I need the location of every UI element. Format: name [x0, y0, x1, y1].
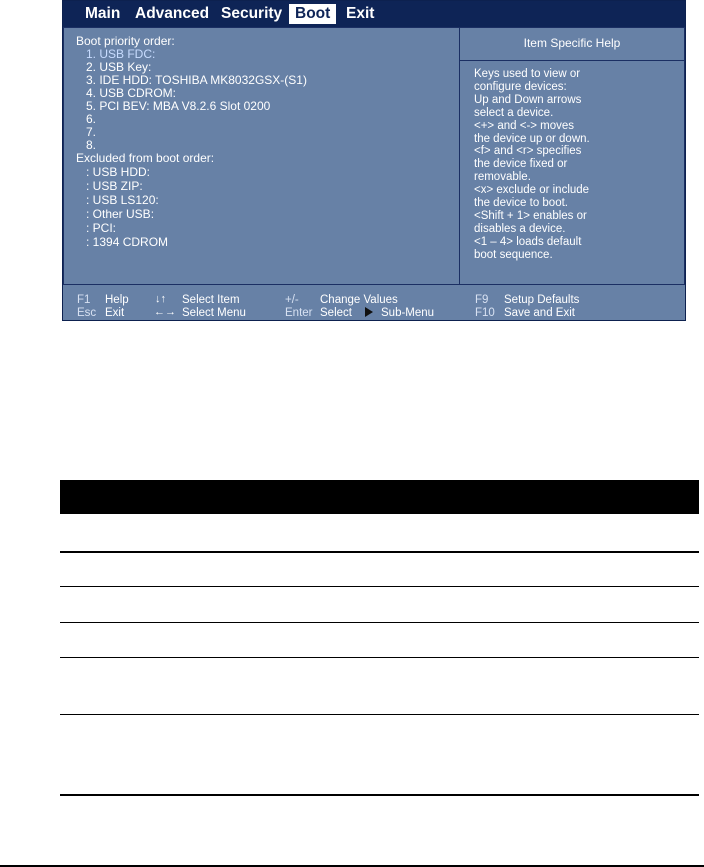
enter-select-label: Select	[320, 307, 352, 319]
submenu-triangle-icon	[361, 307, 377, 319]
menu-security[interactable]: Security	[221, 5, 283, 22]
excluded-item[interactable]: : USB ZIP:	[86, 179, 143, 193]
enter-key[interactable]: Enter	[285, 307, 313, 319]
help-header	[460, 28, 684, 61]
help-line: the device to boot.	[474, 197, 568, 210]
excluded-item[interactable]: : 1394 CDROM	[86, 235, 169, 249]
table-rule	[60, 794, 699, 796]
select-menu-label: Select Menu	[182, 307, 246, 319]
help-line: select a device.	[474, 106, 554, 119]
table-rule	[60, 657, 699, 658]
boot-item[interactable]: 3. IDE HDD: TOSHIBA MK8032GSX-(S1)	[86, 73, 307, 87]
excluded-item[interactable]: : USB LS120:	[86, 193, 159, 207]
left-right-arrows-icon: ←→	[154, 306, 176, 318]
boot-priority-title: Boot priority order:	[76, 34, 175, 48]
plus-minus-key[interactable]: +/-	[285, 294, 299, 306]
boot-item[interactable]: 7.	[86, 125, 97, 139]
table-rule	[60, 586, 699, 587]
menu-bar	[63, 1, 685, 27]
item-specific-help-panel	[459, 27, 685, 285]
help-line: boot sequence.	[474, 248, 553, 261]
help-line: <Shift + 1> enables or	[474, 209, 587, 222]
sub-menu-label: Sub-Menu	[381, 307, 435, 319]
boot-item[interactable]: 5. PCI BEV: MBA V8.2.6 Slot 0200	[86, 99, 271, 113]
help-title: Item Specific Help	[523, 36, 621, 50]
menu-boot[interactable]: Boot	[289, 4, 336, 24]
key-legend-footer	[63, 285, 685, 320]
help-line: <1 – 4> loads default	[474, 235, 582, 248]
up-down-arrows-icon: ↓↑	[155, 293, 166, 305]
boot-item[interactable]: 2. USB Key:	[86, 60, 152, 74]
help-text	[474, 68, 674, 262]
table-rule	[60, 714, 699, 715]
help-line: disables a device.	[474, 222, 566, 235]
help-line: the device up or down.	[474, 132, 590, 145]
menu-advanced[interactable]: Advanced	[135, 5, 210, 22]
boot-item[interactable]: 6.	[86, 112, 97, 126]
help-line: Keys used to view or	[474, 68, 581, 80]
help-line: removable.	[474, 171, 531, 184]
excluded-item[interactable]: : Other USB:	[86, 207, 155, 221]
menu-exit[interactable]: Exit	[346, 5, 375, 22]
boot-item[interactable]: 8.	[86, 138, 97, 152]
save-and-exit-label: Save and Exit	[504, 307, 575, 319]
table-header	[60, 480, 699, 514]
excluded-item[interactable]: : PCI:	[86, 221, 117, 235]
setup-defaults-label: Setup Defaults	[504, 294, 580, 306]
f9-key[interactable]: F9	[475, 294, 489, 306]
excluded-item[interactable]: : USB HDD:	[86, 165, 151, 179]
f1-label: Help	[105, 294, 129, 306]
help-line: <x> exclude or include	[474, 184, 590, 197]
boot-order-panel	[63, 27, 460, 285]
help-line: <+> and <-> moves	[474, 119, 575, 132]
select-item-label: Select Item	[182, 294, 240, 306]
f1-key[interactable]: F1	[77, 294, 91, 306]
boot-item[interactable]: 1. USB FDC:	[86, 47, 156, 61]
help-line: <f> and <r> specifies	[474, 145, 582, 158]
table-rule	[60, 551, 699, 553]
f10-key[interactable]: F10	[475, 307, 495, 319]
esc-key[interactable]: Esc	[77, 307, 97, 319]
esc-label: Exit	[105, 307, 125, 319]
bios-setup-screen	[62, 0, 686, 321]
boot-item[interactable]: 4. USB CDROM:	[86, 86, 177, 100]
help-line: Up and Down arrows	[474, 93, 582, 106]
excluded-title: Excluded from boot order:	[76, 151, 215, 165]
help-line: the device fixed or	[474, 158, 568, 171]
change-values-label: Change Values	[320, 294, 398, 306]
help-line: configure devices:	[474, 80, 567, 93]
table-rule	[60, 622, 699, 623]
menu-main[interactable]: Main	[85, 5, 121, 22]
